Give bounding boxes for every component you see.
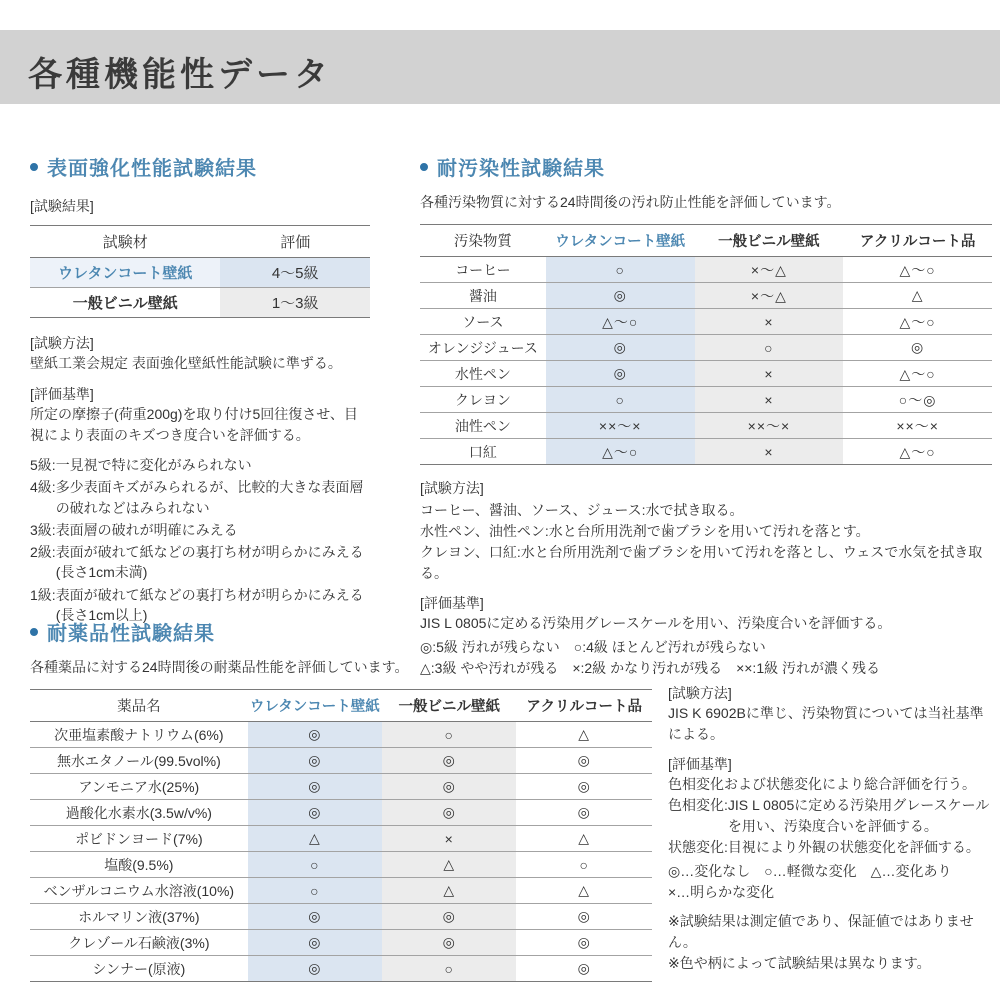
grade-text: 表面が破れて紙などの裏打ち材が明らかにみえる(長さ1cm以上)	[55, 586, 364, 624]
grade-label: 5級:	[30, 457, 56, 473]
table-cell: ○	[546, 257, 695, 283]
table-row	[420, 283, 992, 309]
table-cell: コーヒー	[455, 261, 511, 278]
table-cell: 塩酸(9.5%)	[104, 856, 174, 873]
criteria-label: [評価基準]	[668, 756, 732, 772]
table-cell: ○〜◎	[898, 391, 937, 408]
table-row	[30, 852, 652, 878]
grade-label: 3級:	[30, 521, 56, 538]
grade-item	[30, 520, 370, 540]
table-cell: ◎	[248, 774, 382, 800]
table-header-row	[30, 690, 652, 722]
table-row	[30, 748, 652, 774]
section-heading	[30, 617, 992, 646]
table-row	[30, 800, 652, 826]
table-row	[30, 288, 370, 318]
state-change-text: 目視により外観の状態変化を評価する。	[727, 839, 980, 855]
table-cell: 油性ペン	[454, 417, 511, 434]
table-row	[420, 257, 992, 283]
method-label: [試験方法]	[668, 685, 732, 701]
grade-text: 表面が破れて紙などの裏打ち材が明らかにみえる(長さ1cm未満)	[55, 544, 364, 581]
table-cell: ×	[695, 361, 844, 387]
table-cell: △〜○	[546, 309, 695, 335]
grade-list	[30, 455, 370, 625]
table-cell: ◎	[577, 934, 591, 950]
table-cell: ポビドンヨード(7%)	[75, 830, 203, 847]
table-cell: ◎	[248, 956, 382, 982]
column-header: 評価	[280, 234, 311, 251]
table-cell: ホルマリン液(37%)	[78, 908, 200, 925]
method-label: [試験方法]	[420, 480, 484, 496]
column-header: 一般ビニル壁紙	[398, 699, 500, 715]
table-cell: アンモニア水(25%)	[78, 778, 200, 795]
rating-legend-line: ◎:5級 汚れが残らない ○:4級 ほとんど汚れが残らない	[420, 639, 766, 655]
table-cell: △	[578, 726, 591, 742]
table-cell: △	[578, 830, 591, 846]
table-cell: ◎	[248, 748, 382, 774]
table-cell: △	[578, 882, 591, 898]
table-cell: ベンザルコニウム水溶液(10%)	[43, 882, 235, 899]
table-row	[420, 335, 992, 361]
method-text: 壁紙工業会規定 表面強化壁紙性能試験に準ずる。	[30, 355, 342, 371]
column-header: 薬品名	[117, 699, 161, 715]
hue-change-label: 色相変化:	[668, 797, 728, 813]
table-cell: 4〜5級	[220, 258, 370, 288]
table-cell: 一般ビニル壁紙	[72, 295, 178, 312]
table-cell: クレヨン	[454, 391, 511, 408]
grade-item	[30, 542, 370, 583]
section-title: 表面強化性能試験結果	[47, 158, 257, 180]
criteria-text: 所定の摩擦子(荷重200g)を取り付け5回往復させ、目視により表面のキズつき度合いを評価する。	[30, 406, 358, 443]
table-cell: ◎	[577, 908, 591, 924]
table-cell: ○	[579, 856, 589, 873]
bullet-ring-icon	[30, 628, 38, 636]
table-cell: ×	[695, 439, 844, 465]
surface-table	[30, 225, 370, 318]
table-cell: △〜○	[899, 313, 936, 330]
grade-item	[30, 455, 370, 475]
method-line: 水性ペン、油性ペン:水と台所用洗剤で歯ブラシを用いて汚れを落とす。	[420, 523, 870, 539]
table-row	[30, 904, 652, 930]
table-cell: ○	[382, 956, 516, 982]
state-change-line	[668, 837, 992, 858]
disclaimers	[668, 911, 992, 974]
section-heading	[30, 152, 370, 181]
grade-label: 2級:	[30, 544, 56, 561]
section-title: 耐薬品性試験結果	[47, 623, 215, 645]
section-surface-strength	[30, 152, 370, 625]
table-cell: ◎	[577, 804, 591, 820]
table-cell: オレンジジュース	[427, 339, 538, 356]
rating-legend-line: ×…明らかな変化	[668, 884, 775, 900]
table-cell: ◎	[577, 778, 591, 794]
chemical-table-wrap	[30, 689, 652, 982]
section-subtitle: 各種薬品に対する24時間後の耐薬品性能を評価しています。	[30, 659, 409, 675]
column-header: アクリルコート品	[526, 699, 642, 715]
table-cell: △	[911, 287, 924, 303]
section-chemical-resistance	[30, 617, 992, 977]
table-cell: ◎	[248, 930, 382, 956]
method-label: [試験方法]	[30, 335, 94, 351]
table-row	[420, 387, 992, 413]
section-stain-resistance	[420, 152, 992, 679]
grade-label: 1級:	[30, 586, 56, 603]
table-cell: △〜○	[546, 439, 695, 465]
table-row	[30, 956, 652, 982]
table-cell: △〜○	[899, 261, 936, 278]
table-row	[420, 361, 992, 387]
grade-label: 4級:	[30, 479, 56, 496]
column-header: アクリルコート品	[859, 234, 976, 250]
table-cell: △〜○	[899, 365, 936, 382]
table-cell: ○	[546, 387, 695, 413]
table-cell: ××〜×	[546, 413, 695, 439]
table-cell: △	[382, 878, 516, 904]
table-cell: クレゾール石鹸液(3%)	[68, 934, 210, 951]
table-row	[420, 413, 992, 439]
column-header: 汚染物質	[453, 234, 512, 250]
title-band	[0, 30, 1000, 104]
table-cell: ◎	[248, 722, 382, 748]
table-cell: 醤油	[468, 287, 497, 304]
table-cell: ソース	[462, 313, 504, 330]
column-header: 試験材	[102, 234, 148, 251]
method-line: クレヨン、口紅:水と台所用洗剤で歯ブラシを用いて汚れを落とし、ウェスで水気を拭き取る。	[420, 544, 983, 581]
criteria-label: [評価基準]	[420, 595, 484, 611]
table-row	[30, 826, 652, 852]
rating-legend-line: △:3級 やや汚れが残る ×:2級 かなり汚れが残る ××:1級 汚れが濃く残る	[420, 660, 880, 676]
table-cell: ×〜△	[695, 257, 844, 283]
method-line: コーヒー、醤油、ソース、ジュース:水で拭き取る。	[420, 502, 744, 518]
table-cell: 過酸化水素水(3.5w/v%)	[65, 804, 212, 821]
grade-text: 一見視で特に変化がみられない	[55, 457, 252, 473]
table-cell: ◎	[382, 748, 516, 774]
disclaimer-line: ※試験結果は測定値であり、保証値ではありません。	[668, 913, 974, 950]
table-cell: △	[248, 826, 382, 852]
table-header-row	[420, 225, 992, 257]
table-cell: △〜○	[899, 443, 936, 460]
table-cell: ××〜×	[695, 413, 844, 439]
table-cell: ◎	[546, 361, 695, 387]
table-cell: ◎	[577, 960, 591, 976]
table-cell: ◎	[382, 800, 516, 826]
table-cell: シンナー(原液)	[92, 960, 186, 977]
table-cell: ◎	[546, 283, 695, 309]
table-row	[30, 930, 652, 956]
table-cell: ×	[695, 309, 844, 335]
table-row	[420, 439, 992, 465]
table-cell: 水性ペン	[454, 365, 511, 382]
table-cell: 次亜塩素酸ナトリウム(6%)	[54, 726, 224, 743]
bullet-ring-icon	[30, 163, 38, 171]
table-cell: ○	[248, 852, 382, 878]
chemical-table	[30, 689, 652, 982]
table-cell: 無水エタノール(99.5vol%)	[56, 752, 221, 769]
table-cell: ◎	[911, 339, 925, 355]
table-cell: 1〜3級	[220, 288, 370, 318]
rating-legend-line: ◎…変化なし ○…軽微な変化 △…変化あり	[668, 863, 952, 879]
table-cell: △	[382, 852, 516, 878]
hue-change-text: JIS L 0805に定める汚染用グレースケールを用い、汚染度合いを評価する。	[727, 797, 990, 834]
table-cell: 口紅	[468, 443, 497, 460]
criteria-label: [評価基準]	[30, 386, 94, 402]
table-cell: ×〜△	[695, 283, 844, 309]
grade-text: 表面層の破れが明確にみえる	[55, 521, 238, 538]
method-text: JIS K 6902Bに準じ、汚染物質については当社基準による。	[668, 705, 984, 742]
table-header-row	[30, 226, 370, 258]
section-subtitle: 各種汚染物質に対する24時間後の汚れ防止性能を評価しています。	[420, 194, 841, 210]
table-row	[30, 722, 652, 748]
column-header: ウレタンコート壁紙	[555, 234, 686, 250]
table-row	[30, 258, 370, 288]
criteria-line: JIS L 0805に定める汚染用グレースケールを用い、汚染度合いを評価する。	[420, 615, 892, 631]
chemical-notes	[668, 683, 992, 974]
column-header: 一般ビニル壁紙	[718, 234, 820, 250]
table-cell: ×	[695, 387, 844, 413]
hue-change-line	[668, 795, 992, 837]
table-cell: ウレタンコート壁紙	[30, 258, 220, 288]
table-row	[420, 309, 992, 335]
table-row	[30, 774, 652, 800]
table-cell: ◎	[382, 930, 516, 956]
table-cell: ◎	[382, 774, 516, 800]
table-cell: ○	[695, 335, 844, 361]
state-change-label: 状態変化:	[668, 839, 728, 855]
grade-text: 多少表面キズがみられるが、比較的大きな表面層の破れなどはみられない	[55, 479, 364, 516]
table-cell: ○	[382, 722, 516, 748]
table-cell: ◎	[248, 904, 382, 930]
grade-item	[30, 477, 370, 518]
section-title: 耐汚染性試験結果	[437, 158, 605, 180]
criteria-intro: 色相変化および状態変化により総合評価を行う。	[668, 776, 976, 792]
method-lines	[420, 500, 992, 584]
result-label: [試験結果]	[30, 198, 94, 214]
column-header: ウレタンコート壁紙	[249, 699, 380, 715]
table-cell: ◎	[577, 752, 591, 768]
page-title: 各種機能性データ	[28, 56, 332, 94]
table-cell: ◎	[546, 335, 695, 361]
bullet-ring-icon	[420, 163, 428, 171]
table-cell: ××〜×	[896, 417, 939, 434]
table-cell: ○	[248, 878, 382, 904]
table-cell: ◎	[382, 904, 516, 930]
table-cell: ◎	[248, 800, 382, 826]
table-cell: ×	[382, 826, 516, 852]
stain-table	[420, 224, 992, 465]
disclaimer-line: ※色や柄によって試験結果は異なります。	[668, 955, 931, 971]
table-row	[30, 878, 652, 904]
section-heading	[420, 152, 992, 181]
